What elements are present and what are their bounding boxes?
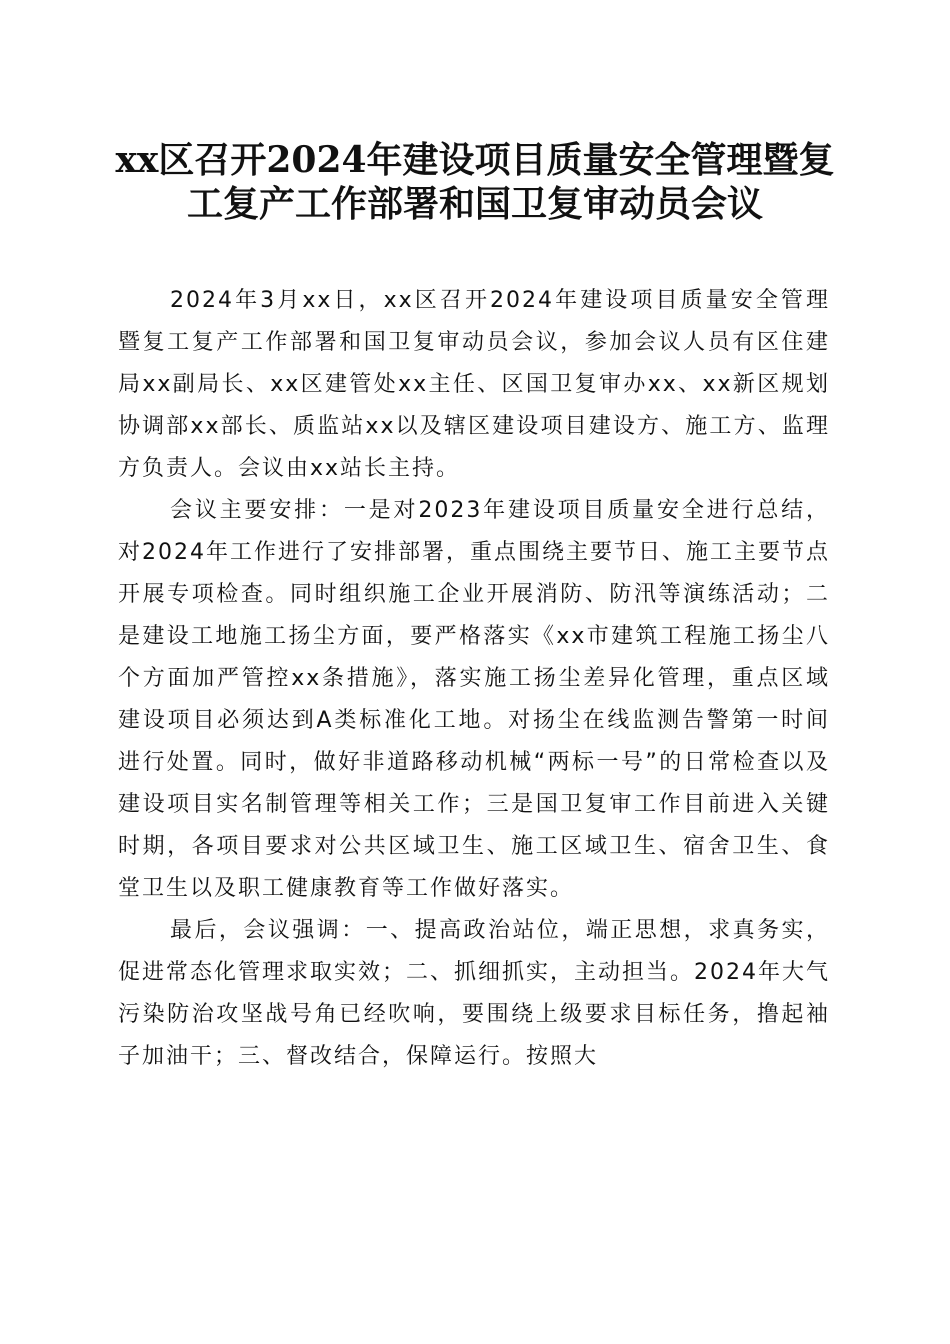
title-line-2: 工复产工作部署和国卫复审动员会议 [186,183,763,225]
paragraph-meeting-intro: 2024年3月xx日，xx区召开2024年建设项目质量安全管理暨复工复产工作部署和国卫复审动员会议，参加会议人员有区住建局xx副局长、xx区建管处xx主任、区国卫复审办xx、xx新区规划协调部xx部长、质监站xx以及辖区建设项目建设方、施工方、监理方负责人。会议由xx站长主持。 [118,288,830,481]
document-title [100,138,850,226]
paragraph-conclusion: 最后，会议强调：一、提高政治站位，端正思想，求真务实，促进常态化管理求取实效；二、抓细抓实，主动担当。2024年大气污染防治攻坚战号角已经吹响，要围绕上级要求目标任务，撸起袖子加油干；三、督改结合，保障运行。按照大 [118,918,830,1069]
title-line-1: xx区召开2024年建设项目质量安全管理暨复 [115,139,835,181]
document-body [118,280,830,1078]
paragraph-main-arrangements: 会议主要安排：一是对2023年建设项目质量安全进行总结，对2024年工作进行了安排部署，重点围绕主要节日、施工主要节点开展专项检查。同时组织施工企业开展消防、防汛等演练活动；二是建设工地施工扬尘方面，要严格落实《xx市建筑工程施工扬尘八个方面加严管控xx条措施》，落实施工扬尘差异化管理，重点区域建设项目必须达到A类标准化工地。对扬尘在线监测告警第一时间进行处置。同时，做好非道路移动机械“两标一号”的日常检查以及建设项目实名制管理等相关工作；三是国卫复审工作目前进入关键时期，各项目要求对公共区域卫生、施工区域卫生、宿舍卫生、食堂卫生以及职工健康教育等工作做好落实。 [118,498,830,901]
